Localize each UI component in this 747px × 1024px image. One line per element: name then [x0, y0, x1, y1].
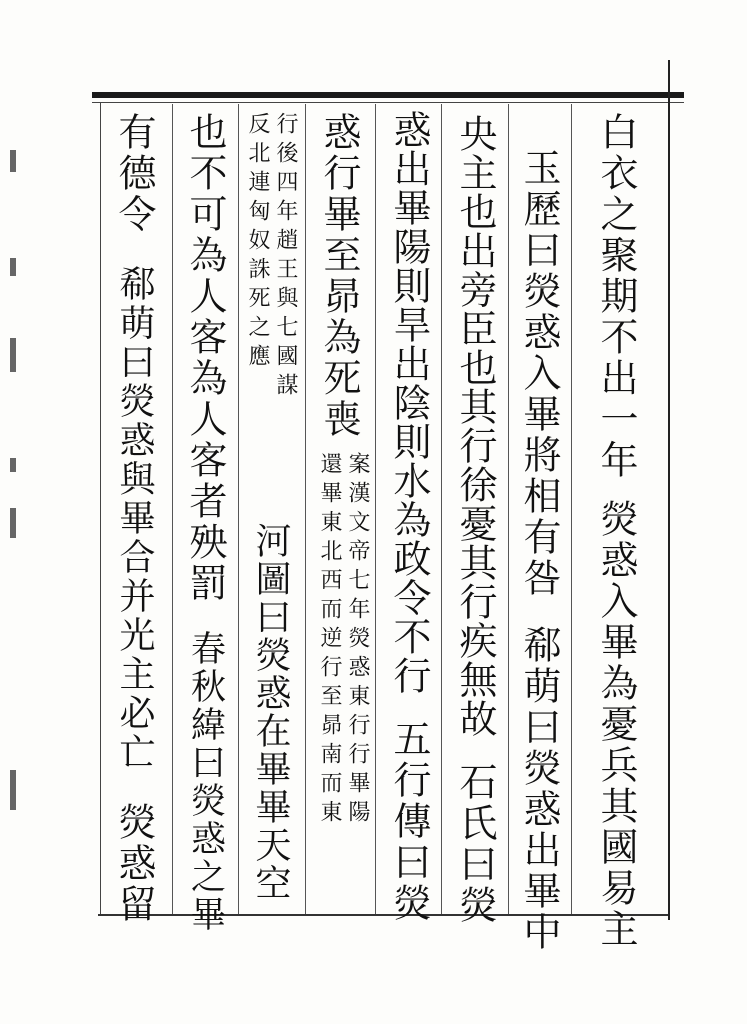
commentary-note: [318, 452, 368, 829]
top-border-thick: [92, 92, 684, 98]
text-column: [594, 112, 638, 950]
text-segment: 五行傳曰熒: [387, 719, 431, 924]
text-column: [250, 522, 291, 902]
text-column: [387, 110, 431, 924]
text-column: [112, 112, 156, 925]
text-segment: 玉歷曰熒惑入畢將相有咎: [517, 148, 561, 599]
binding-mark: [10, 258, 16, 276]
left-border: [100, 102, 101, 914]
text-segment: 河圖曰熒惑在畢畢天空: [250, 522, 291, 902]
binding-mark: [10, 458, 16, 472]
text-segment: 郗萌曰熒惑與畢合并光主必亡: [114, 265, 155, 772]
text-segment: 惑行畢至昴為死喪: [317, 112, 361, 440]
column-divider: [238, 104, 239, 914]
text-segment: 有德令: [112, 112, 156, 235]
text-segment: 惑出畢陽則旱出陰則水為政令不行: [387, 110, 431, 695]
right-border: [668, 60, 670, 920]
column-divider: [508, 104, 509, 914]
binding-mark: [10, 770, 16, 810]
commentary-line: 反北連匈奴誅死之應: [245, 112, 270, 373]
text-segment: 熒惑入畢為憂兵其國易主: [594, 499, 638, 950]
text-segment: 石氏曰熒: [453, 762, 497, 926]
text-segment: 春秋緯曰熒惑之畢: [185, 630, 226, 934]
bottom-border: [98, 914, 668, 916]
binding-mark: [10, 150, 16, 172]
commentary-line: 行後四年趙王與七國謀: [273, 112, 298, 402]
text-column: [453, 114, 497, 926]
text-segment: 熒惑留: [112, 802, 156, 925]
column-divider: [172, 104, 173, 914]
commentary-note: [246, 112, 296, 402]
column-divider: [441, 104, 442, 914]
text-segment: 郗萌曰熒惑出畢中: [517, 625, 561, 953]
column-divider: [305, 104, 306, 914]
text-segment: 白衣之聚期不出一年: [594, 112, 638, 481]
text-segment: 也不可為人客為人客者殃罰: [183, 112, 227, 604]
binding-mark: [10, 508, 16, 538]
binding-mark: [10, 338, 16, 372]
text-column: [517, 148, 561, 953]
column-divider: [571, 104, 572, 914]
commentary-line: 案漢文帝七年熒惑東行行畢陽: [345, 452, 370, 829]
text-column: [183, 112, 227, 934]
column-divider: [375, 104, 376, 914]
text-column: [317, 112, 361, 440]
text-segment: 央主也出旁臣也其行徐憂其行疾無故: [453, 114, 497, 738]
commentary-line: 還畢東北西而逆行至昴南而東: [317, 452, 342, 829]
top-border-thin: [92, 102, 684, 103]
